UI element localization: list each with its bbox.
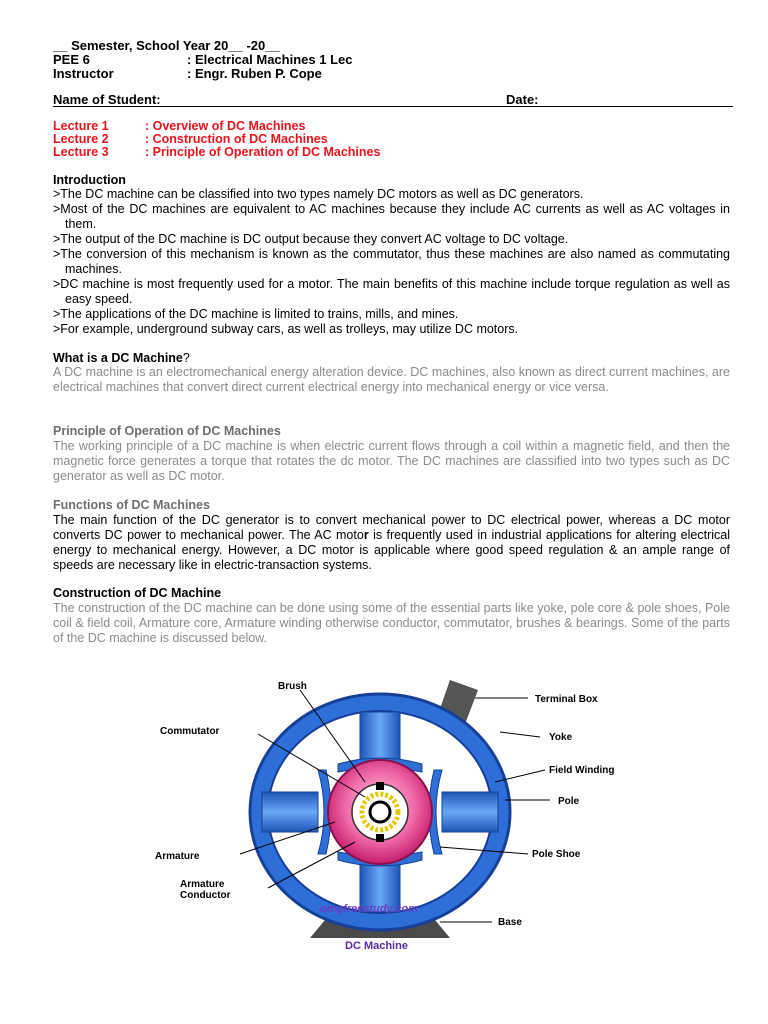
introduction-list xyxy=(53,187,730,337)
label-armature: Armature xyxy=(155,851,200,862)
label-pole-shoe: Pole Shoe xyxy=(532,849,581,860)
functions-text-a: The main function of the DC generator is to convert mechanical power to DC electrical power, whereas a DC motor converts DC power to mechanical power. The AC moto xyxy=(53,513,730,542)
instructor-row xyxy=(53,66,453,81)
diagram-caption: DC Machine xyxy=(345,940,408,952)
instructor-label: Instructor xyxy=(53,66,114,81)
what-is-heading xyxy=(53,351,190,366)
date-label: Date: xyxy=(506,92,539,107)
watermark: omgfreestudy.com xyxy=(320,903,419,915)
what-is-heading-text: What is a DC Machine xyxy=(53,351,183,365)
label-field-winding: Field Winding xyxy=(549,765,615,776)
dc-machine-diagram xyxy=(140,672,630,957)
course-row xyxy=(53,52,453,67)
construction-text: The construction of the DC machine can be done using some of the essential parts like yoke, pole core & pole shoes, Pole coil & field coil, Armature core, Armature winding otherwise conductor, commutator, brushes & bearings. Some of the parts of the DC machine is discussed below. xyxy=(53,601,730,645)
construction-heading: Construction of DC Machine xyxy=(53,586,222,600)
label-brush: Brush xyxy=(278,681,307,692)
shaft xyxy=(370,802,390,822)
principle-heading: Principle of Operation of DC Machines xyxy=(53,424,281,438)
dc-machine-svg xyxy=(140,672,630,957)
intro-bullet: >For example, underground subway cars, as well as trolleys, may utilize DC motors. xyxy=(53,322,519,336)
functions-text-bold: r xyxy=(363,528,369,542)
intro-bullet: >Most of the DC machines are equivalent to AC machines because they include AC currents as well as AC voltages in them. xyxy=(53,202,730,231)
course-label: PEE 6 xyxy=(53,52,90,67)
header-divider xyxy=(53,106,733,107)
lecture-label: Lecture 1 xyxy=(53,119,109,133)
lecture-title: : Overview of DC Machines xyxy=(145,119,306,133)
label-commutator: Commutator xyxy=(160,726,220,737)
label-base: Base xyxy=(498,917,522,928)
lecture-label: Lecture 2 xyxy=(53,132,109,146)
student-name-label: Name of Student: xyxy=(53,92,161,107)
principle-text: The working principle of a DC machine is when electric current flows through a coil within a magnetic field, and then the magnetic force generates a torque that rotates the dc motor. The DC machines are classified into two types such as DC generator as well as DC motor. xyxy=(53,439,730,483)
what-is-heading-mark: ? xyxy=(182,351,190,365)
intro-bullet: >DC machine is most frequently used for a motor. The main benefits of this machine include torque regulation as well as easy speed. xyxy=(53,277,730,306)
label-pole: Pole xyxy=(558,796,580,807)
lecture-title: : Construction of DC Machines xyxy=(145,132,328,146)
intro-bullet: >The applications of the DC machine is limited to trains, mills, and mines. xyxy=(53,307,459,321)
label-yoke: Yoke xyxy=(549,732,573,743)
intro-bullet: >The DC machine can be classified into two types namely DC motors as well as DC generators. xyxy=(53,187,584,201)
label-armature-conductor-2: Conductor xyxy=(180,890,231,901)
lecture-item xyxy=(53,146,653,160)
course-value: : Electrical Machines 1 Lec xyxy=(187,52,353,67)
label-terminal-box: Terminal Box xyxy=(535,694,598,705)
intro-bullet: >The output of the DC machine is DC output because they convert AC voltage to DC voltage. xyxy=(53,232,569,246)
lecture-label: Lecture 3 xyxy=(53,145,109,159)
semester-line: __ Semester, School Year 20__ -20__ xyxy=(53,38,280,53)
functions-text-b: is frequently used in industrial applications for altering electrical energy to mechanical energy. However, a DC motor is applicable where good speed regulation & an ample range of speeds are necessary like in electric-transaction systems. xyxy=(53,528,730,572)
label-armature-conductor-1: Armature xyxy=(180,879,225,890)
brush-top xyxy=(376,782,384,790)
lecture-item xyxy=(53,120,653,134)
what-is-text: A DC machine is an electromechanical energy alteration device. DC machines, also known as direct current machines, are electrical machines that convert direct current electrical energy into mechanical energy or vice versa. xyxy=(53,365,730,394)
functions-heading: Functions of DC Machines xyxy=(53,498,210,512)
brush-bottom xyxy=(376,834,384,842)
functions-text xyxy=(53,513,730,573)
lecture-title: : Principle of Operation of DC Machines xyxy=(145,145,381,159)
introduction-heading: Introduction xyxy=(53,173,126,187)
instructor-value: : Engr. Ruben P. Cope xyxy=(187,66,322,81)
intro-bullet: >The conversion of this mechanism is known as the commutator, thus these machines are also named as commutating machines. xyxy=(53,247,730,276)
